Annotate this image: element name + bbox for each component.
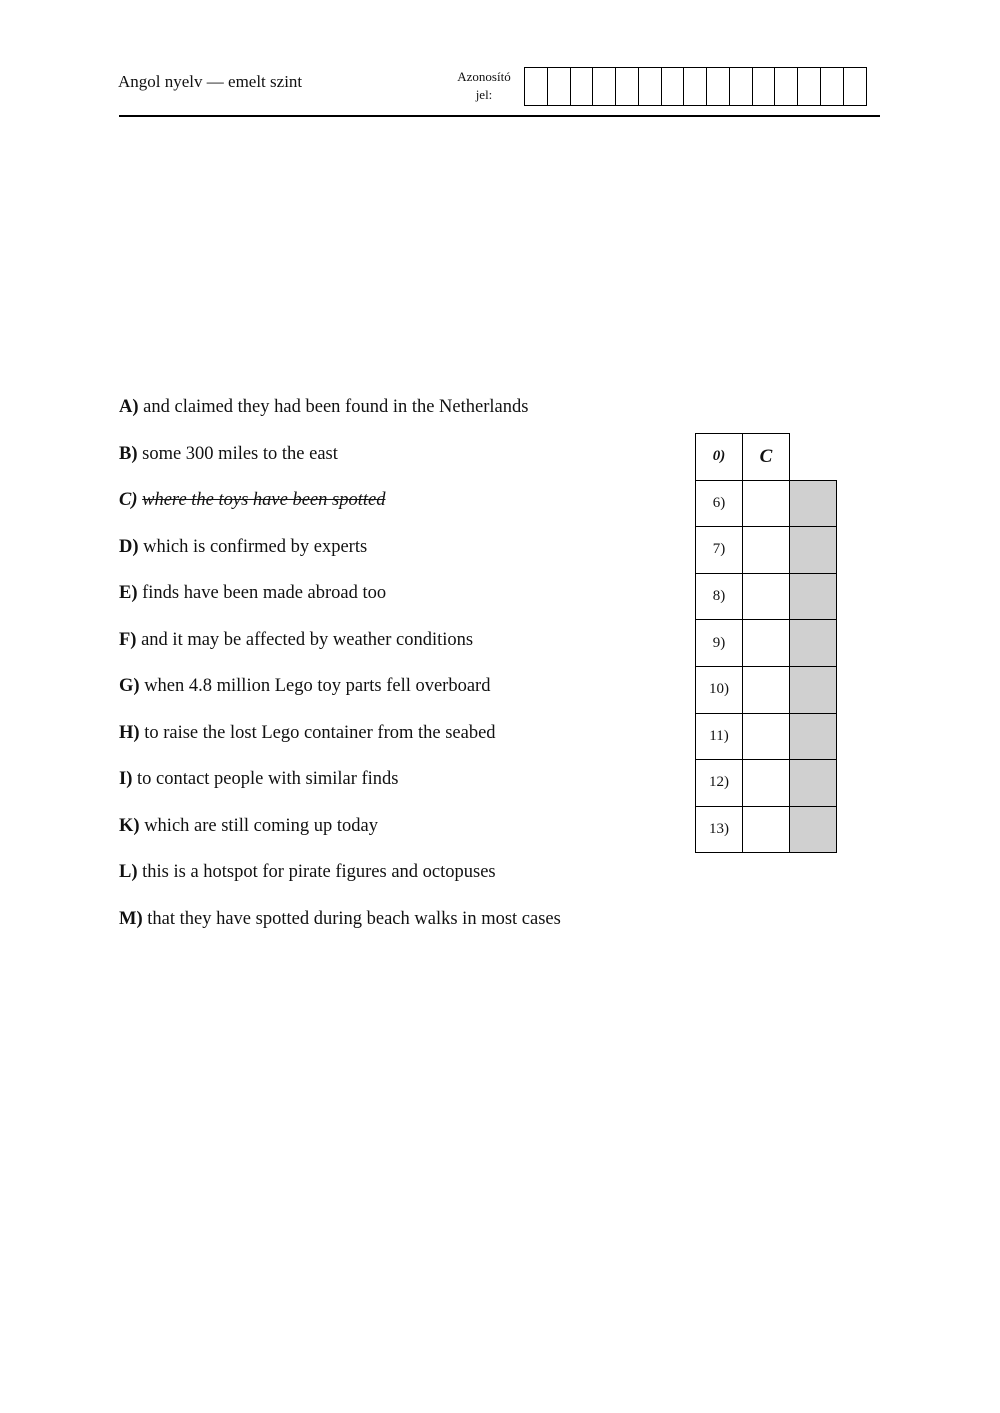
- option-k: [119, 813, 561, 860]
- answer-row: [696, 806, 837, 853]
- answer-row: [696, 573, 837, 620]
- id-code-box[interactable]: [525, 68, 548, 105]
- option-letter: I): [119, 769, 133, 789]
- answer-row: [696, 713, 837, 760]
- answer-cell[interactable]: [743, 760, 790, 807]
- answer-row: [696, 666, 837, 713]
- id-code-box[interactable]: [707, 68, 730, 105]
- option-b: [119, 441, 561, 488]
- answer-cell[interactable]: [743, 806, 790, 853]
- option-a: [119, 394, 561, 441]
- answer-cell[interactable]: [743, 666, 790, 713]
- option-letter: C): [119, 490, 138, 510]
- option-letter: G): [119, 676, 140, 696]
- answer-number: 11): [696, 713, 743, 760]
- score-cell: [790, 527, 837, 574]
- score-cell: [790, 620, 837, 667]
- option-i: [119, 766, 561, 813]
- page-header-title: Angol nyelv — emelt szint: [118, 72, 303, 91]
- id-code-box[interactable]: [730, 68, 753, 105]
- answer-row: [696, 620, 837, 667]
- id-code-box[interactable]: [662, 68, 685, 105]
- option-h: [119, 720, 561, 767]
- option-letter: K): [119, 815, 140, 836]
- option-letter: A): [119, 397, 139, 417]
- score-cell: [790, 666, 837, 713]
- option-text: and it may be affected by weather conditions: [141, 629, 474, 650]
- score-cell: [790, 760, 837, 807]
- id-code-box[interactable]: [775, 68, 798, 105]
- id-code-box[interactable]: [753, 68, 776, 105]
- option-letter: L): [119, 862, 138, 882]
- id-code-box[interactable]: [593, 68, 616, 105]
- id-code-box[interactable]: [844, 68, 867, 105]
- option-list: [119, 394, 561, 952]
- option-e: [119, 580, 561, 627]
- answer-row-example: [696, 434, 837, 481]
- option-letter: F): [119, 629, 137, 650]
- option-text: when 4.8 million Lego toy parts fell overboard: [144, 676, 491, 696]
- answer-cell[interactable]: [743, 620, 790, 667]
- option-g: [119, 673, 561, 720]
- option-letter: E): [119, 583, 138, 603]
- option-text: some 300 miles to the east: [142, 443, 338, 464]
- option-text: which is confirmed by experts: [143, 536, 368, 557]
- score-cell: [790, 713, 837, 760]
- option-text: where the toys have been spotted: [142, 490, 386, 510]
- id-code-box[interactable]: [548, 68, 571, 105]
- id-code-box[interactable]: [616, 68, 639, 105]
- option-letter: B): [119, 443, 138, 464]
- option-letter: D): [119, 536, 139, 557]
- option-c-example: [119, 487, 561, 534]
- id-label: [446, 68, 522, 104]
- option-text: which are still coming up today: [144, 815, 378, 836]
- option-l: [119, 859, 561, 906]
- score-cell: [790, 573, 837, 620]
- option-text: that they have spotted during beach walks in most cases: [147, 908, 561, 929]
- id-code-box[interactable]: [571, 68, 594, 105]
- id-code-box[interactable]: [798, 68, 821, 105]
- answer-number: 6): [696, 480, 743, 527]
- example-number: 0): [696, 434, 743, 481]
- option-letter: M): [119, 908, 143, 929]
- option-f: [119, 627, 561, 674]
- id-label-line2: jel:: [475, 87, 493, 102]
- answer-row: [696, 480, 837, 527]
- id-code-box[interactable]: [639, 68, 662, 105]
- option-text: this is a hotspot for pirate figures and octopuses: [142, 862, 496, 882]
- score-cell: [790, 480, 837, 527]
- option-text: to raise the lost Lego container from the seabed: [144, 722, 496, 743]
- answer-table: [695, 433, 837, 853]
- id-code-boxes: [524, 67, 867, 106]
- answer-cell[interactable]: [743, 527, 790, 574]
- header-divider: [119, 115, 880, 117]
- score-cell: [790, 806, 837, 853]
- answer-cell[interactable]: [743, 573, 790, 620]
- answer-row: [696, 760, 837, 807]
- answer-number: 8): [696, 573, 743, 620]
- option-text: and claimed they had been found in the Netherlands: [143, 397, 529, 417]
- answer-number: 9): [696, 620, 743, 667]
- id-code-box[interactable]: [684, 68, 707, 105]
- answer-number: 7): [696, 527, 743, 574]
- id-code-box[interactable]: [821, 68, 844, 105]
- answer-cell[interactable]: [743, 480, 790, 527]
- answer-number: 12): [696, 760, 743, 807]
- option-d: [119, 534, 561, 581]
- answer-cell[interactable]: [743, 713, 790, 760]
- option-m: [119, 906, 561, 953]
- answer-row: [696, 527, 837, 574]
- option-text: finds have been made abroad too: [142, 583, 387, 603]
- answer-number: 10): [696, 666, 743, 713]
- example-answer: C: [743, 434, 790, 481]
- option-text: to contact people with similar finds: [137, 769, 399, 789]
- option-letter: H): [119, 722, 140, 743]
- id-label-line1: Azonosító: [457, 69, 511, 84]
- answer-number: 13): [696, 806, 743, 853]
